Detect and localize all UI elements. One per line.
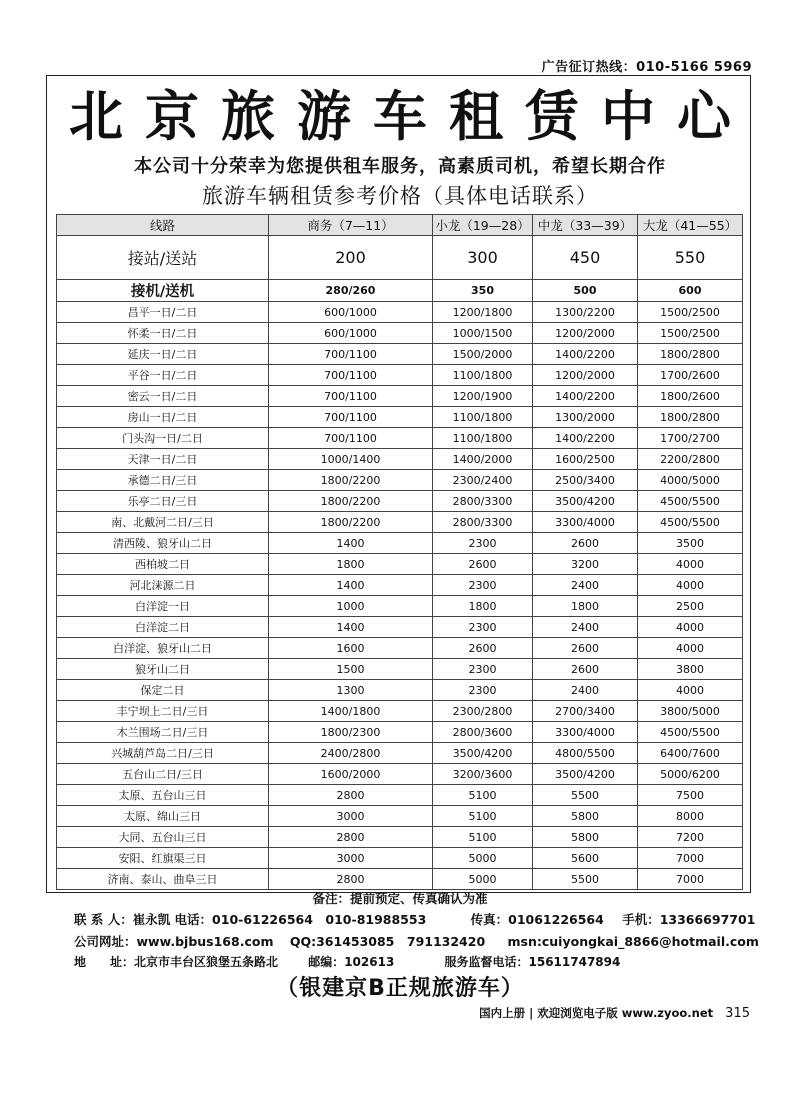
price-cell: 1800 <box>433 596 533 617</box>
route-cell: 丰宁坝上二日/三日 <box>57 701 269 722</box>
route-cell: 狼牙山二日 <box>57 659 269 680</box>
price-cell: 4000 <box>638 638 743 659</box>
table-row <box>57 743 743 764</box>
page-title: 北京旅游车租赁中心 <box>69 84 753 148</box>
price-cell: 700/1100 <box>269 407 433 428</box>
page-number: 315 <box>725 1006 750 1021</box>
price-cell: 280/260 <box>269 280 433 302</box>
price-cell: 2600 <box>533 533 638 554</box>
header-large-bus: 大龙（41—55） <box>638 215 743 236</box>
price-cell: 3300/4000 <box>533 512 638 533</box>
table-row <box>57 407 743 428</box>
table-row <box>57 722 743 743</box>
price-subtitle: 旅游车辆租赁参考价格（具体电话联系） <box>202 184 598 208</box>
table-row <box>57 512 743 533</box>
route-cell: 太原、绵山三日 <box>57 806 269 827</box>
price-cell: 2800/3300 <box>433 512 533 533</box>
price-cell: 1000/1500 <box>433 323 533 344</box>
route-cell: 房山一日/二日 <box>57 407 269 428</box>
price-cell: 1300/2000 <box>533 407 638 428</box>
contact-line-1 <box>74 910 755 928</box>
table-row <box>57 680 743 701</box>
route-cell: 保定二日 <box>57 680 269 701</box>
price-cell: 1500/2500 <box>638 323 743 344</box>
price-cell: 5500 <box>533 785 638 806</box>
price-cell: 2300/2400 <box>433 470 533 491</box>
price-cell: 1000 <box>269 596 433 617</box>
price-cell: 2800 <box>269 785 433 806</box>
price-cell: 700/1100 <box>269 344 433 365</box>
price-cell: 5100 <box>433 785 533 806</box>
price-cell: 1600/2500 <box>533 449 638 470</box>
route-cell: 木兰围场二日/三日 <box>57 722 269 743</box>
table-row <box>57 236 743 280</box>
price-cell: 2600 <box>433 554 533 575</box>
price-cell: 600/1000 <box>269 323 433 344</box>
contact-line-2 <box>74 932 759 950</box>
price-cell: 1500/2000 <box>433 344 533 365</box>
price-cell: 1400/2200 <box>533 344 638 365</box>
table-row <box>57 470 743 491</box>
route-cell: 西柏坡二日 <box>57 554 269 575</box>
price-cell: 7200 <box>638 827 743 848</box>
route-cell: 南、北戴河二日/三日 <box>57 512 269 533</box>
route-cell: 清西陵、狼牙山二日 <box>57 533 269 554</box>
header-route: 线路 <box>57 215 269 236</box>
price-cell: 5800 <box>533 806 638 827</box>
table-row <box>57 596 743 617</box>
slogan: 本公司十分荣幸为您提供租车服务，高素质司机，希望长期合作 <box>134 156 666 177</box>
contact-mobile: 手机：13366697701 <box>622 912 756 927</box>
price-cell: 4000 <box>638 617 743 638</box>
price-cell: 1400/2000 <box>433 449 533 470</box>
price-cell: 1400/1800 <box>269 701 433 722</box>
route-cell: 延庆一日/二日 <box>57 344 269 365</box>
price-cell: 2300 <box>433 659 533 680</box>
price-cell: 550 <box>638 236 743 280</box>
price-cell: 1400 <box>269 533 433 554</box>
table-row <box>57 827 743 848</box>
price-cell: 2600 <box>533 638 638 659</box>
price-cell: 2300 <box>433 617 533 638</box>
price-cell: 1600 <box>269 638 433 659</box>
price-cell: 1400/2200 <box>533 428 638 449</box>
price-cell: 5500 <box>533 869 638 890</box>
price-cell: 2400/2800 <box>269 743 433 764</box>
price-cell: 1800/2800 <box>638 407 743 428</box>
route-cell: 大同、五台山三日 <box>57 827 269 848</box>
route-cell: 兴城葫芦岛二日/三日 <box>57 743 269 764</box>
contact-msn: msn:cuiyongkai_8866@hotmail.com <box>507 934 759 949</box>
price-cell: 1800/2200 <box>269 512 433 533</box>
price-cell: 1800/2200 <box>269 470 433 491</box>
price-cell: 4000 <box>638 575 743 596</box>
price-cell: 7000 <box>638 848 743 869</box>
ad-hotline: 广告征订热线：010-5166 5969 <box>541 60 752 75</box>
price-table <box>56 214 743 890</box>
price-cell: 1200/2000 <box>533 323 638 344</box>
price-cell: 2700/3400 <box>533 701 638 722</box>
table-row <box>57 428 743 449</box>
price-cell: 4000 <box>638 680 743 701</box>
price-cell: 1800/2600 <box>638 386 743 407</box>
price-cell: 1300/2200 <box>533 302 638 323</box>
price-cell: 2600 <box>433 638 533 659</box>
price-cell: 1400 <box>269 575 433 596</box>
route-cell: 密云一日/二日 <box>57 386 269 407</box>
route-cell: 接站/送站 <box>57 236 269 280</box>
price-cell: 3500 <box>638 533 743 554</box>
route-cell: 济南、泰山、曲阜三日 <box>57 869 269 890</box>
table-row <box>57 575 743 596</box>
price-cell: 600 <box>638 280 743 302</box>
table-row <box>57 302 743 323</box>
price-cell: 1100/1800 <box>433 365 533 386</box>
table-row <box>57 617 743 638</box>
contact-qq: QQ:361453085 791132420 <box>289 934 486 949</box>
table-row <box>57 869 743 890</box>
company-website: 公司网址：www.bjbus168.com <box>74 934 274 949</box>
price-cell: 1800 <box>533 596 638 617</box>
route-cell: 白洋淀一日 <box>57 596 269 617</box>
route-cell: 乐亭二日/三日 <box>57 491 269 512</box>
table-row <box>57 386 743 407</box>
price-cell: 1300 <box>269 680 433 701</box>
note: 备注：提前预定、传真确认为准 <box>312 891 488 906</box>
price-cell: 2800/3600 <box>433 722 533 743</box>
contact-postcode: 邮编：102613 <box>308 955 395 969</box>
price-cell: 700/1100 <box>269 428 433 449</box>
price-cell: 5100 <box>433 827 533 848</box>
price-cell: 3500/4200 <box>533 764 638 785</box>
header-small-bus: 小龙（19—28） <box>433 215 533 236</box>
banner: （银建京B正规旅游车） <box>276 976 524 1001</box>
price-cell: 5600 <box>533 848 638 869</box>
price-cell: 3300/4000 <box>533 722 638 743</box>
price-cell: 2400 <box>533 617 638 638</box>
price-cell: 3000 <box>269 848 433 869</box>
price-cell: 3500/4200 <box>433 743 533 764</box>
price-cell: 1800/2800 <box>638 344 743 365</box>
table-header-row <box>57 215 743 236</box>
price-cell: 4000 <box>638 554 743 575</box>
price-cell: 2800 <box>269 827 433 848</box>
page-footer <box>479 1005 750 1021</box>
table-row <box>57 638 743 659</box>
route-cell: 天津一日/二日 <box>57 449 269 470</box>
price-cell: 5000 <box>433 848 533 869</box>
price-cell: 500 <box>533 280 638 302</box>
route-cell: 安阳、红旗渠三日 <box>57 848 269 869</box>
price-cell: 5100 <box>433 806 533 827</box>
price-cell: 450 <box>533 236 638 280</box>
price-cell: 1100/1800 <box>433 428 533 449</box>
table-row <box>57 344 743 365</box>
table-row <box>57 806 743 827</box>
contact-fax: 传真：01061226564 <box>470 912 604 927</box>
table-row <box>57 449 743 470</box>
price-cell: 1700/2600 <box>638 365 743 386</box>
route-cell: 昌平一日/二日 <box>57 302 269 323</box>
table-row <box>57 848 743 869</box>
price-cell: 3200 <box>533 554 638 575</box>
price-cell: 1100/1800 <box>433 407 533 428</box>
table-row <box>57 280 743 302</box>
price-cell: 5800 <box>533 827 638 848</box>
price-cell: 1200/2000 <box>533 365 638 386</box>
price-cell: 1200/1800 <box>433 302 533 323</box>
price-cell: 1500 <box>269 659 433 680</box>
price-cell: 2200/2800 <box>638 449 743 470</box>
contact-line-3 <box>74 953 620 970</box>
price-cell: 350 <box>433 280 533 302</box>
header-business: 商务（7—11） <box>269 215 433 236</box>
route-cell: 承德二日/三日 <box>57 470 269 491</box>
price-cell: 3500/4200 <box>533 491 638 512</box>
price-cell: 2300 <box>433 575 533 596</box>
price-cell: 2300 <box>433 533 533 554</box>
table-row <box>57 323 743 344</box>
contact-person-phone: 联 系 人：崔永凯 电话：010-61226564 010-81988553 <box>74 912 427 927</box>
price-cell: 8000 <box>638 806 743 827</box>
price-cell: 2300 <box>433 680 533 701</box>
price-cell: 5000 <box>433 869 533 890</box>
price-cell: 4500/5500 <box>638 722 743 743</box>
price-cell: 700/1100 <box>269 386 433 407</box>
price-cell: 7500 <box>638 785 743 806</box>
price-cell: 1600/2000 <box>269 764 433 785</box>
table-body <box>57 236 743 890</box>
price-cell: 4800/5500 <box>533 743 638 764</box>
table-row <box>57 554 743 575</box>
price-cell: 1800 <box>269 554 433 575</box>
price-cell: 4500/5500 <box>638 512 743 533</box>
route-cell: 河北涞源二日 <box>57 575 269 596</box>
table-row <box>57 764 743 785</box>
service-phone: 服务监督电话：15611747894 <box>444 955 621 969</box>
header-medium-bus: 中龙（33—39） <box>533 215 638 236</box>
price-cell: 1800/2200 <box>269 491 433 512</box>
price-cell: 2400 <box>533 680 638 701</box>
price-cell: 2500 <box>638 596 743 617</box>
table-row <box>57 785 743 806</box>
price-cell: 4000/5000 <box>638 470 743 491</box>
route-cell: 接机/送机 <box>57 280 269 302</box>
price-cell: 1700/2700 <box>638 428 743 449</box>
footer-text: 国内上册 | 欢迎浏览电子版 www.zyoo.net <box>479 1006 714 1020</box>
price-cell: 1400/2200 <box>533 386 638 407</box>
price-cell: 3000 <box>269 806 433 827</box>
route-cell: 门头沟一日/二日 <box>57 428 269 449</box>
price-cell: 1800/2300 <box>269 722 433 743</box>
price-cell: 3800 <box>638 659 743 680</box>
price-cell: 4500/5500 <box>638 491 743 512</box>
route-cell: 五台山二日/三日 <box>57 764 269 785</box>
price-cell: 2400 <box>533 575 638 596</box>
price-cell: 1500/2500 <box>638 302 743 323</box>
route-cell: 平谷一日/二日 <box>57 365 269 386</box>
price-cell: 700/1100 <box>269 365 433 386</box>
price-cell: 2300/2800 <box>433 701 533 722</box>
price-cell: 3800/5000 <box>638 701 743 722</box>
price-cell: 2500/3400 <box>533 470 638 491</box>
price-cell: 5000/6200 <box>638 764 743 785</box>
table-row <box>57 701 743 722</box>
price-cell: 1200/1900 <box>433 386 533 407</box>
table-row <box>57 491 743 512</box>
price-cell: 3200/3600 <box>433 764 533 785</box>
price-cell: 1400 <box>269 617 433 638</box>
price-cell: 200 <box>269 236 433 280</box>
route-cell: 怀柔一日/二日 <box>57 323 269 344</box>
route-cell: 白洋淀二日 <box>57 617 269 638</box>
route-cell: 白洋淀、狼牙山二日 <box>57 638 269 659</box>
price-cell: 6400/7600 <box>638 743 743 764</box>
table-row <box>57 365 743 386</box>
price-cell: 600/1000 <box>269 302 433 323</box>
table-row <box>57 659 743 680</box>
price-cell: 1000/1400 <box>269 449 433 470</box>
price-cell: 2800/3300 <box>433 491 533 512</box>
price-cell: 2800 <box>269 869 433 890</box>
table-row <box>57 533 743 554</box>
price-cell: 300 <box>433 236 533 280</box>
route-cell: 太原、五台山三日 <box>57 785 269 806</box>
price-cell: 7000 <box>638 869 743 890</box>
contact-address: 地 址：北京市丰台区狼堡五条路北 <box>74 955 279 969</box>
price-cell: 2600 <box>533 659 638 680</box>
